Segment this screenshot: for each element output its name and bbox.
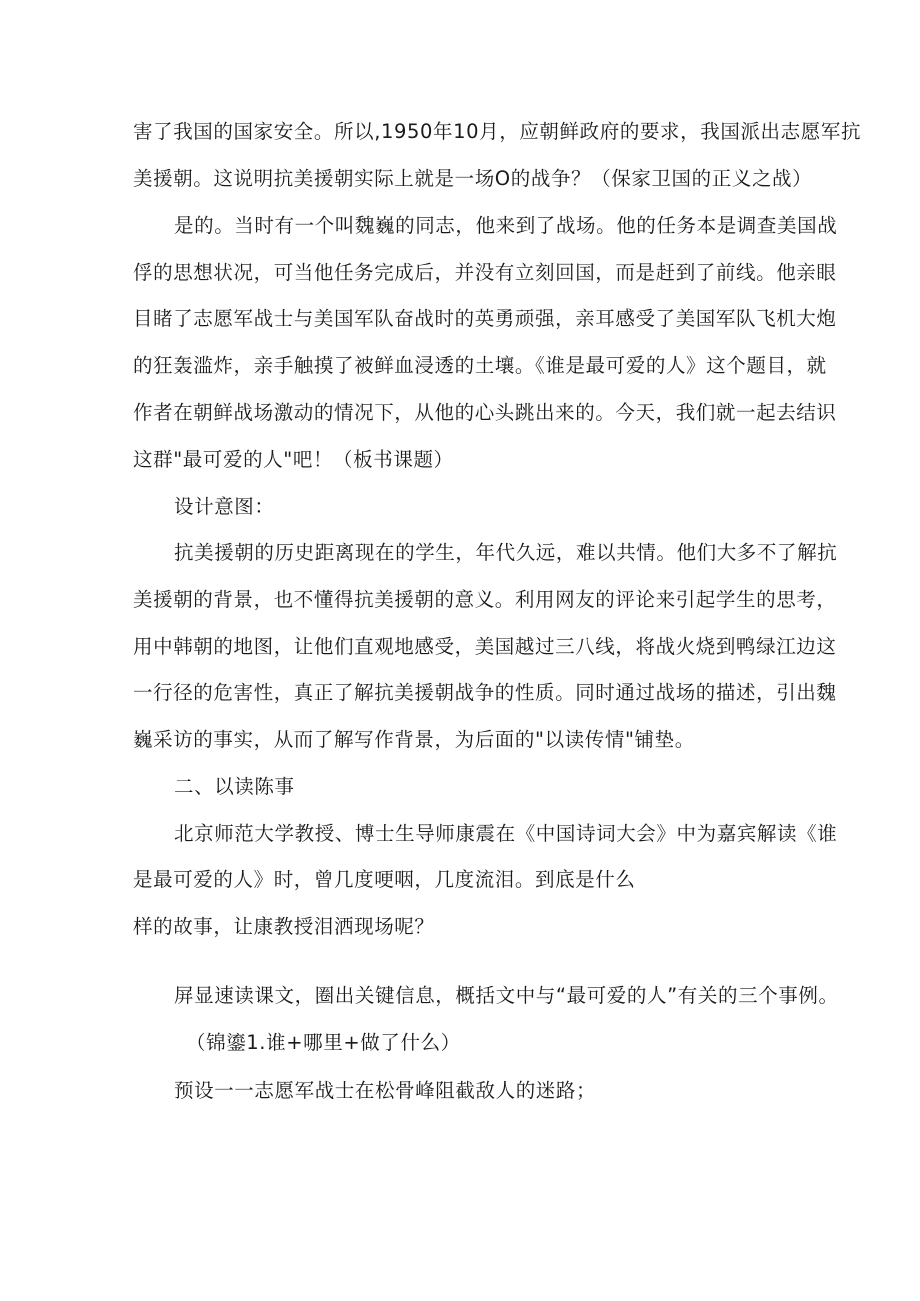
paragraph-line-7: 作者在朝鲜战场激动的情况下，从他的心头跳出来的。今天，我们就一起去结识: [133, 401, 837, 424]
paragraph-line-13: 一行径的危害性，真正了解抗美援朝战争的性质。同时通过战场的描述，引出魏: [133, 681, 837, 704]
section-heading-design-intent: 设计意图：: [174, 495, 275, 518]
paragraph-line-12: 用中韩朝的地图，让他们直观地感受，美国越过三八线，将战火烧到鸭绿江边这: [133, 635, 837, 658]
paragraph-line-21: 预设一一志愿军战士在松骨峰阻截敌人的迷路；: [174, 1079, 597, 1102]
paragraph-line-1: 害了我国的国家安全。所以,1950年10月，应朝鲜政府的要求，我国派出志愿军抗: [133, 120, 862, 143]
paragraph-line-18: 样的故事，让康教授泪洒现场呢？: [133, 915, 435, 938]
paragraph-line-17: 是最可爱的人》时，曾几度哽咽，几度流泪。到底是什么: [133, 868, 636, 891]
paragraph-line-2: 美援朝。这说明抗美援朝实际上就是一场O的战争？（保家卫国的正义之战）: [133, 167, 813, 190]
paragraph-line-16: 北京师范大学教授、博士生导师康震在《中国诗词大会》中为嘉宾解读《谁: [174, 822, 838, 845]
paragraph-line-5: 目睹了志愿军战士与美国军队奋战时的英勇顽强，亲耳感受了美国军队飞机大炮: [133, 307, 837, 330]
paragraph-line-4: 俘的思想状况，可当他任务完成后，并没有立刻回国，而是赶到了前线。他亲眼: [133, 261, 837, 284]
paragraph-line-20: （锦鎏1.谁+哪里+做了什么）: [186, 1031, 461, 1054]
section-heading-read-narrate: 二、以读陈事: [174, 775, 295, 798]
paragraph-line-6: 的狂轰滥炸，亲手触摸了被鲜血浸透的土壤。《谁是最可爱的人》这个题目，就: [133, 354, 827, 377]
paragraph-line-11: 美援朝的背景，也不懂得抗美援朝的意义。利用网友的评论来引起学生的思考，: [133, 588, 837, 611]
paragraph-line-3: 是的。当时有一个叫魏巍的同志，他来到了战场。他的任务本是调查美国战: [174, 214, 838, 237]
paragraph-line-14: 巍采访的事实，从而了解写作背景，为后面的"以读传情"铺垫。: [133, 728, 695, 751]
paragraph-line-8: 这群"最可爱的人"吧！（板书课题）: [133, 448, 454, 471]
paragraph-line-10: 抗美援朝的历史距离现在的学生，年代久远，难以共情。他们大多不了解抗: [174, 541, 838, 564]
paragraph-line-19: 屏显速读课文，圈出关键信息，概括文中与“最可爱的人”有关的三个事例。: [174, 984, 839, 1007]
